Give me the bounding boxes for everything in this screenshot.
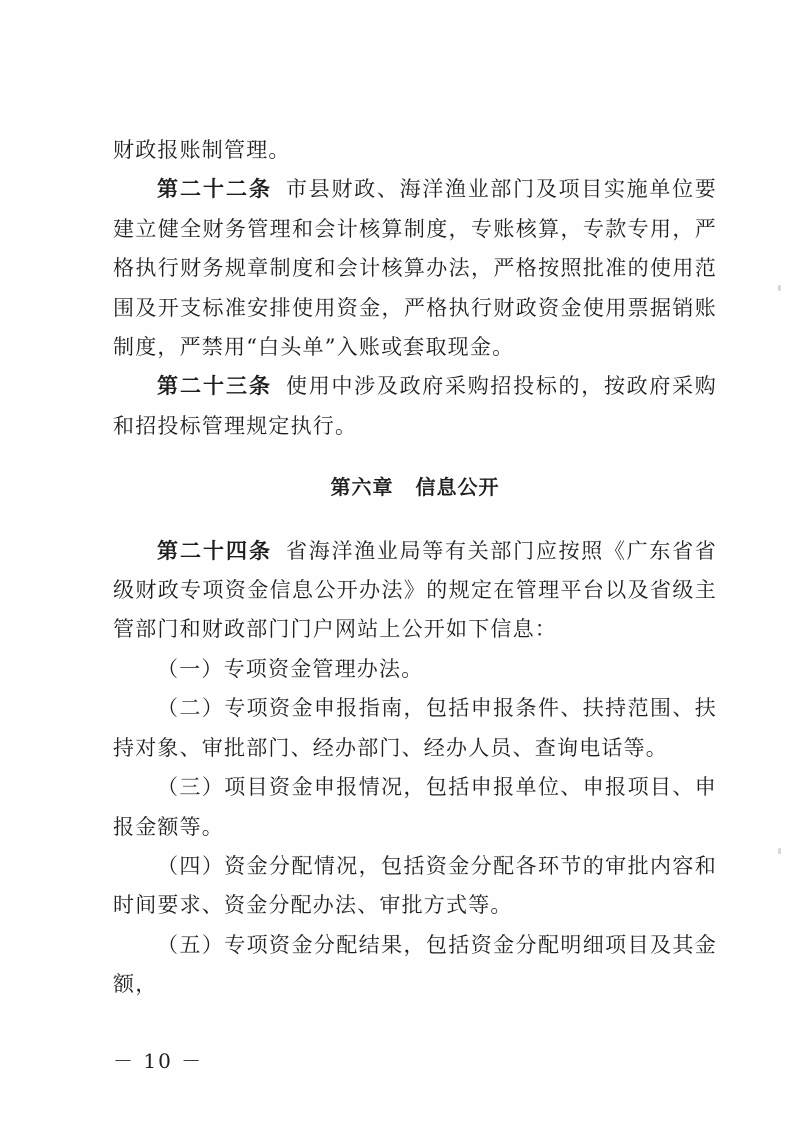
document-body bbox=[113, 131, 717, 1005]
chapter-heading bbox=[113, 468, 717, 507]
chapter-title: 信息公开 bbox=[415, 475, 500, 500]
list-item-4: （四）资金分配情况，包括资金分配各环节的审批内容和时间要求、资金分配办法、审批方式等。 bbox=[113, 853, 717, 918]
article-number: 第二十三条 bbox=[157, 374, 273, 399]
chapter-number: 第六章 bbox=[330, 475, 394, 500]
article-22 bbox=[113, 170, 717, 367]
list-item-1: （一）专项资金管理办法。 bbox=[157, 656, 424, 681]
list-item-3: （三）项目资金申报情况，包括申报单位、申报项目、申报金额等。 bbox=[113, 775, 717, 839]
article-number: 第二十四条 bbox=[157, 538, 273, 563]
page-number: － 10 － bbox=[113, 1049, 204, 1073]
paragraph-continuation: 财政报账制管理。 bbox=[113, 138, 291, 162]
article-23 bbox=[113, 367, 717, 446]
scan-speck bbox=[778, 848, 781, 854]
scan-speck bbox=[778, 285, 781, 291]
article-text: 使用中涉及政府采购招投标的，按政府采购和招投标管理规定执行。 bbox=[113, 374, 717, 438]
article-24 bbox=[113, 532, 717, 650]
article-text: 市县财政、海洋渔业部门及项目实施单位要建立健全财务管理和会计核算制度，专账核算，专款专用，严格执行财务规章制度和会计核算办法，严格按照批准的使用范围及开支标准安排使用资金，严格执行财政资金使用票据销账制度，严禁用“白头单”入账或套取现金。 bbox=[113, 177, 717, 360]
article-number: 第二十二条 bbox=[157, 177, 273, 202]
list-item-5: （五）专项资金分配结果，包括资金分配明细项目及其金额， bbox=[113, 932, 717, 997]
list-item-2: （二）专项资金申报指南，包括申报条件、扶持范围、扶持对象、审批部门、经办部门、经办人员、查询电话等。 bbox=[113, 696, 717, 760]
article-text: 省海洋渔业局等有关部门应按照《广东省省级财政专项资金信息公开办法》的规定在管理平台以及省级主管部门和财政部门门户网站上公开如下信息： bbox=[113, 538, 717, 642]
